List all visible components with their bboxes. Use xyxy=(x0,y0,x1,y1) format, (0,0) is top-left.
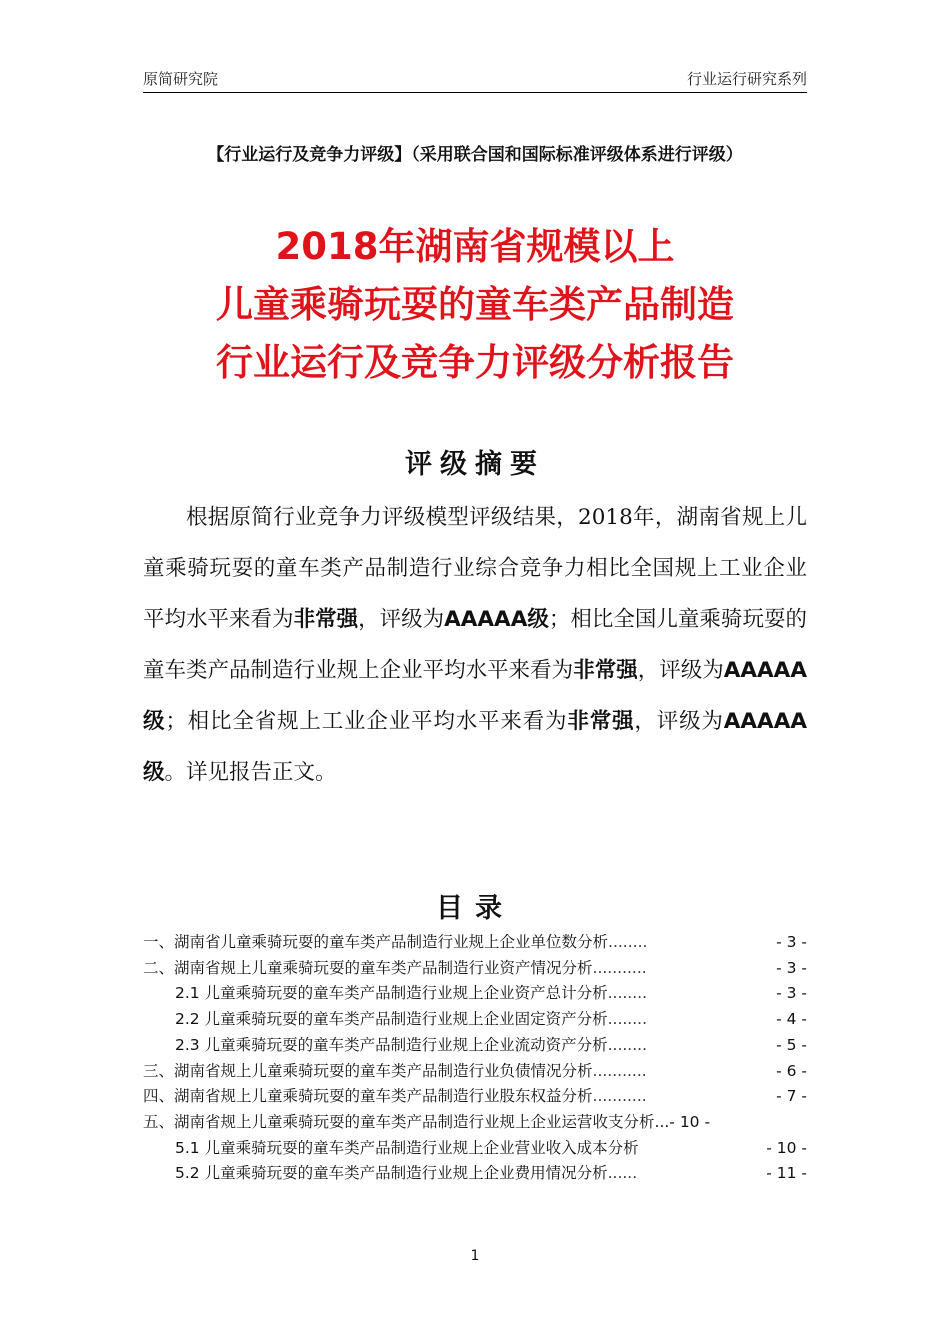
header-org-name: 原简研究院 xyxy=(143,70,219,88)
summary-text: ，评级为 xyxy=(634,709,724,734)
toc-entry-title: 2.1 儿童乘骑玩耍的童车类产品制造行业规上企业资产总计分析 xyxy=(175,984,608,1003)
toc-page-number: - 3 - xyxy=(776,984,807,1003)
toc-entry[interactable] xyxy=(143,1007,807,1033)
toc-entry[interactable] xyxy=(143,956,807,982)
rating-strength: 非常强 xyxy=(293,607,359,632)
toc-page-number: - 3 - xyxy=(776,958,807,977)
toc-heading: 目录 xyxy=(436,893,514,924)
report-title xyxy=(143,218,807,392)
summary-text: 。详见报告正文。 xyxy=(164,760,337,785)
toc-entry-title: 5.1 儿童乘骑玩耍的童车类产品制造行业规上企业营业收入成本分析 xyxy=(175,1138,639,1157)
table-of-contents xyxy=(143,930,807,1187)
summary-text: ，评级为 xyxy=(358,607,445,632)
toc-entry[interactable] xyxy=(143,1136,807,1162)
report-title-line-3: 行业运行及竞争力评级分析报告 xyxy=(216,341,734,384)
toc-entry-title: 三、湖南省规上儿童乘骑玩耍的童车类产品制造行业负债情况分析 xyxy=(143,1061,593,1080)
toc-page-number: - 7 - xyxy=(776,1087,807,1106)
toc-leader: ...... xyxy=(607,1164,638,1183)
toc-page-number: - 3 - xyxy=(776,933,807,951)
toc-entry-title: 四、湖南省规上儿童乘骑玩耍的童车类产品制造行业股东权益分析 xyxy=(143,1087,593,1106)
rating-grade: AAAAA级 xyxy=(143,658,807,734)
summary-text: ；相比全国儿童乘骑玩耍的童车类产品制造行业规上企业平均水平来看为 xyxy=(143,607,807,683)
toc-page-number: - 4 - xyxy=(776,1010,807,1029)
header-series-name: 行业运行研究系列 xyxy=(686,70,807,88)
toc-leader: ........... xyxy=(592,1087,647,1106)
summary-heading: 评级摘要 xyxy=(405,449,545,480)
rating-grade: AAAAA级 xyxy=(444,607,549,632)
toc-page-number: - 6 - xyxy=(776,1061,807,1080)
rating-system-line: 【行业运行及竞争力评级】（采用联合国和国际标准评级体系进行评级） xyxy=(207,145,743,165)
toc-page-number: - 11 - xyxy=(766,1164,807,1183)
toc-leader: ........ xyxy=(608,933,648,951)
rating-grade: AAAAA级 xyxy=(143,709,807,785)
toc-entry-title: 二、湖南省规上儿童乘骑玩耍的童车类产品制造行业资产情况分析 xyxy=(143,958,593,977)
toc-entry[interactable] xyxy=(143,930,807,956)
toc-entry-title: 2.2 儿童乘骑玩耍的童车类产品制造行业规上企业固定资产分析 xyxy=(175,1010,608,1029)
toc-leader: ........... xyxy=(592,1061,647,1080)
report-title-line-2: 儿童乘骑玩耍的童车类产品制造 xyxy=(216,283,734,326)
toc-entry[interactable] xyxy=(143,1161,807,1187)
page-number: 1 xyxy=(470,1248,480,1264)
rating-strength: 非常强 xyxy=(573,658,638,683)
toc-leader: ........ xyxy=(607,1035,648,1054)
report-title-line-1: 2018年湖南省规模以上 xyxy=(275,225,675,268)
header-divider xyxy=(143,92,807,93)
toc-leader: ... xyxy=(654,1112,670,1131)
toc-page-number: - 10 - xyxy=(766,1138,807,1157)
summary-text: ，评级为 xyxy=(637,658,724,683)
toc-leader xyxy=(639,1136,767,1162)
toc-leader: ........ xyxy=(607,984,648,1003)
toc-entry-title: 5.2 儿童乘骑玩耍的童车类产品制造行业规上企业费用情况分析 xyxy=(175,1164,608,1183)
summary-paragraph xyxy=(143,492,807,798)
toc-page-number: - 5 - xyxy=(776,1035,807,1054)
rating-strength: 非常强 xyxy=(567,709,635,734)
summary-text: 根据原简行业竞争力评级模型评级结果，2018年，湖南省规上儿童乘骑玩耍的童车类产品制造行业综合竞争力相比全国规上工业企业平均水平来看为 xyxy=(143,505,807,632)
toc-entry[interactable] xyxy=(143,1110,807,1136)
toc-leader: ........ xyxy=(607,1010,648,1029)
toc-entry[interactable] xyxy=(143,1059,807,1085)
toc-entry[interactable] xyxy=(143,981,807,1007)
toc-entry-title: 一、湖南省儿童乘骑玩耍的童车类产品制造行业规上企业单位数分析 xyxy=(143,933,609,951)
toc-leader: ........... xyxy=(592,958,647,977)
toc-entry[interactable] xyxy=(143,1033,807,1059)
toc-entry-title: 五、湖南省规上儿童乘骑玩耍的童车类产品制造行业规上企业运营收支分析 xyxy=(143,1112,655,1131)
toc-entry[interactable] xyxy=(143,1084,807,1110)
toc-entry-title: 2.3 儿童乘骑玩耍的童车类产品制造行业规上企业流动资产分析 xyxy=(175,1035,608,1054)
toc-page-number: - 10 - xyxy=(669,1112,711,1131)
summary-text: ；相比全省规上工业企业平均水平来看为 xyxy=(165,709,568,734)
